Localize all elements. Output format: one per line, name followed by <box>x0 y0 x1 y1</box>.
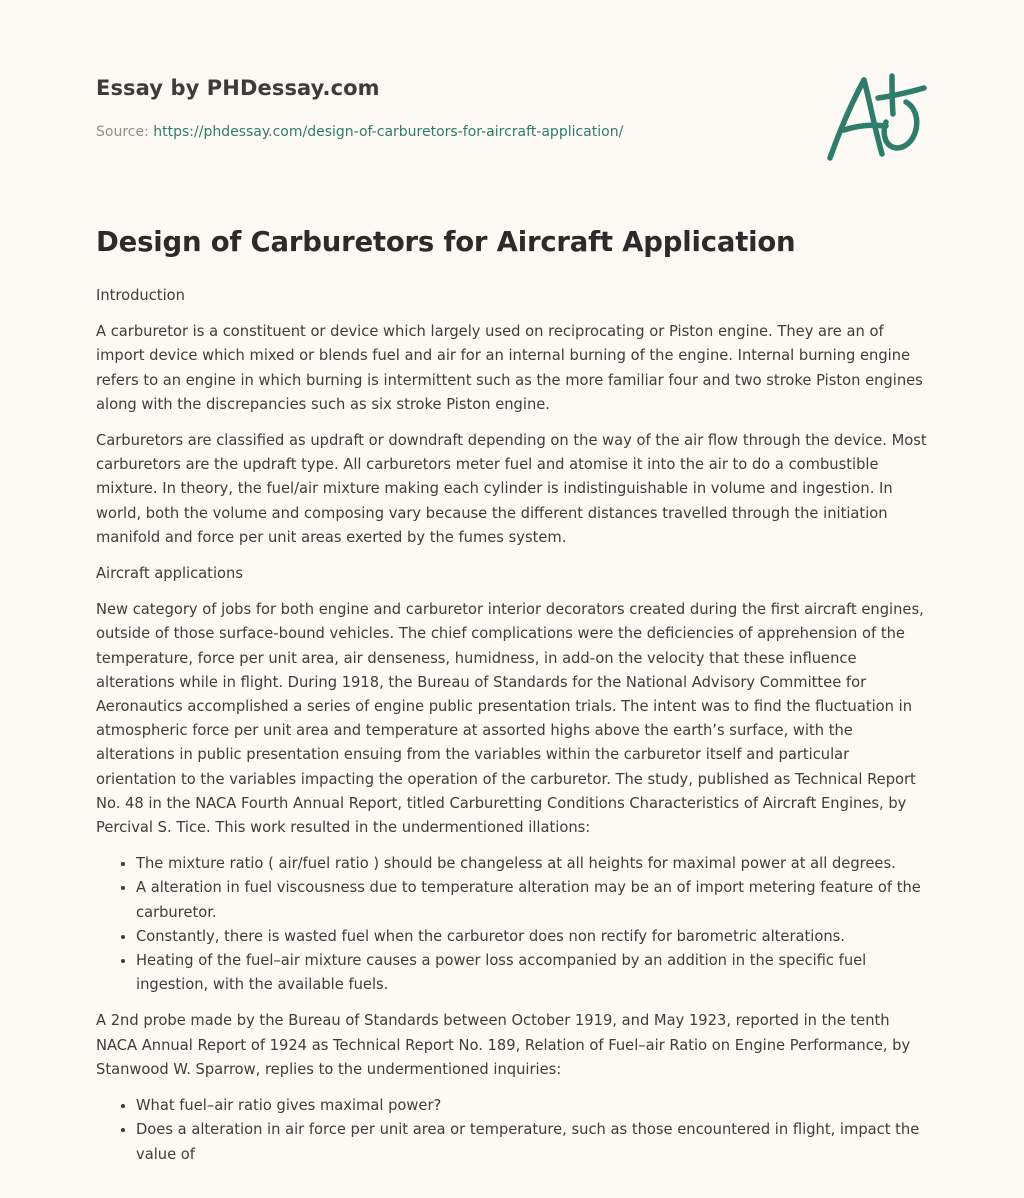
findings-list <box>96 852 932 997</box>
essay-title: Design of Carburetors for Aircraft Application <box>96 226 796 258</box>
source-label: Source: <box>96 124 154 140</box>
paragraph: New category of jobs for both engine and carburetor interior decorators created during the first aircraft engines, outside of those surface-bound vehicles. The chief complications were the deficiencies of apprehension of the temperature, force per unit area, air denseness, humidness, in add-on the velocity that these influence alterations while in flight. During 1918, the Bureau of Standards for the National Advisory Committee for Aeronautics accomplished a series of engine public presentation trials. The intent was to find the fluctuation in atmospheric force per unit area and temperature at assorted highs above the earth’s surface, with the alterations in public presentation ensuing from the variables within the carburetor itself and particular orientation to the variables impacting the operation of the carburetor. The study, published as Technical Report No. 48 in the NACA Fourth Annual Report, titled Carburetting Conditions Characteristics of Aircraft Engines, by Percival S. Tice. This work resulted in the undermentioned illations: <box>96 601 924 837</box>
paragraph: A carburetor is a constituent or device which largely used on reciprocating or Piston engine. They are an of import device which mixed or blends fuel and air for an internal burning of the engine. Internal burning engine refers to an engine in which burning is intermittent such as the more familiar four and two stroke Piston engines along with the discrepancies such as six stroke Piston engine. <box>96 323 923 413</box>
list-item: • The mixture ratio ( air/fuel ratio ) should be changeless at all heights for maximal power at all degrees. <box>136 852 932 876</box>
a-plus-grade-logo-icon <box>822 68 930 166</box>
list-item: • Does a alteration in air force per unit area or temperature, such as those encountered in flight, impact the value of <box>136 1118 932 1166</box>
site-brand: Essay by PHDessay.com <box>96 76 380 100</box>
list-item: • Constantly, there is wasted fuel when the carburetor does non rectify for barometric alterations. <box>136 925 932 949</box>
paragraph: A 2nd probe made by the Bureau of Standards between October 1919, and May 1923, reported in the tenth NACA Annual Report of 1924 as Technical Report No. 189, Relation of Fuel–air Ratio on Engine Performance, by Stanwood W. Sparrow, replies to the undermentioned inquiries: <box>96 1012 911 1078</box>
section-heading-aircraft-applications: Aircraft applications <box>96 565 243 583</box>
source-line <box>96 124 623 140</box>
paragraph: Carburetors are classified as updraft or downdraft depending on the way of the air flow through the device. Most carburetors are the updraft type. All carburetors meter fuel and atomise it into the air to do a combustible mixture. In theory, the fuel/air mixture making each cylinder is indistinguishable in volume and ingestion. In world, both the volume and composing vary because the different distances travelled through the initiation manifold and force per unit areas exerted by the fumes system. <box>96 432 927 546</box>
list-item: • Heating of the fuel–air mixture causes a power loss accompanied by an addition in the specific fuel ingestion, with the available fuels. <box>136 949 932 997</box>
section-heading-introduction: Introduction <box>96 287 185 304</box>
essay-body <box>96 284 932 1179</box>
list-item: • A alteration in fuel viscousness due to temperature alteration may be an of import metering feature of the carburetor. <box>136 876 932 924</box>
inquiries-list <box>96 1094 932 1167</box>
list-item: • What fuel–air ratio gives maximal power? <box>136 1094 932 1118</box>
source-link[interactable]: https://phdessay.com/design-of-carburetors-for-aircraft-application/ <box>153 124 624 140</box>
